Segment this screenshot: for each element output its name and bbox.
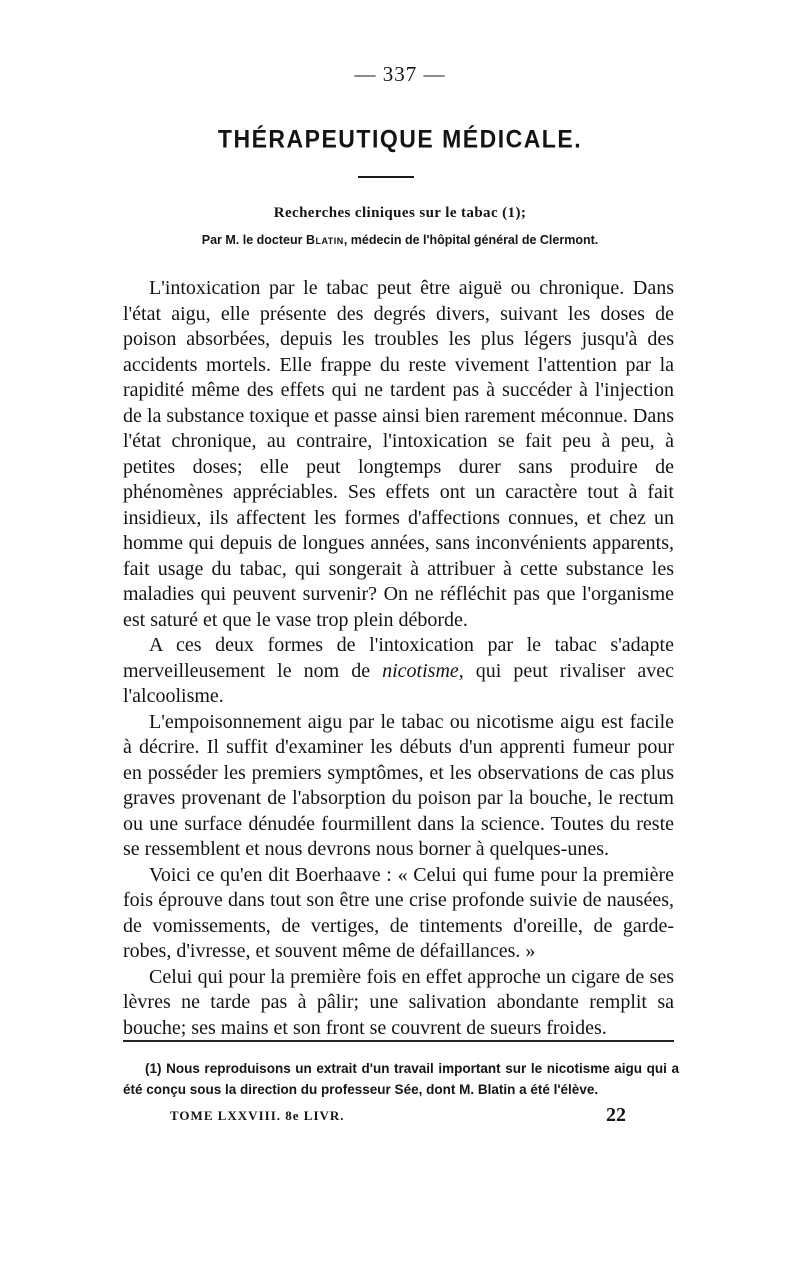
byline-prefix: Par M. le docteur	[201, 233, 306, 247]
footnote	[123, 1058, 679, 1100]
paragraph-1: L'intoxication par le tabac peut être aiguë ou chronique. Dans l'état aigu, elle présente des degrés divers, suivant les doses de poison absorbées, depuis les troubles les plus légers jusqu'à des accidents mortels. Elle frappe du reste vivement l'attention par la rapidité même des effets qui ne tardent pas à succéder à l'injection de la substance toxique et passe ainsi bien rarement méconnue. Dans l'état chronique, au contraire, l'intoxication se fait peu à peu, à petites doses; elle peut longtemps durer sans produire de phénomènes appréciables. Ses effets ont un caractère tout à fait insidieux, ils affectent les formes d'affections connues, et chez un homme qui depuis de longues années, sans inconvénients apparents, fait usage du tabac, qui songerait à attribuer à cette substance les maladies qui peuvent survenir? On ne réfléchit pas que l'organisme est saturé et que le vase trop plein déborde.	[123, 277, 674, 631]
byline-author: Blatin	[305, 233, 344, 247]
page-number: — 337 —	[354, 62, 446, 86]
section-title: THÉRAPEUTIQUE MÉDICALE.	[217, 124, 583, 153]
footnote-text: (1) Nous reproduisons un extrait d'un travail important sur le nicotisme aigu qui a été conçu sous la direction du professeur Sée, dont M. Blatin a été l'élève.	[123, 1061, 679, 1097]
byline-suffix: , médecin de l'hôpital général de Clermont.	[343, 233, 599, 247]
footnote-divider	[123, 1040, 674, 1042]
nicotisme-text-after: , qui peut rivaliser avec l'alcoolisme.	[123, 659, 674, 707]
article-heading: Recherches cliniques sur le tabac (1);	[273, 205, 527, 221]
title-divider	[358, 176, 414, 178]
paragraph-2: L'empoisonnement aigu par le tabac ou nicotisme aigu est facile à décrire. Il suffit d'examiner les débuts d'un apprenti fumeur pour en posséder les premiers symptômes, et les observations de cas plus graves provenant de l'absorption du poison par la bouche, le rectum ou une surface dénudée fourmillent dans la science. Toutes du reste se ressemblent et nous devrons nous borner à quelques-unes.	[123, 710, 674, 860]
article-body	[123, 276, 674, 1041]
nicotisme-term: nicotisme	[382, 659, 459, 682]
printer-signature	[170, 1104, 626, 1126]
signature-volume: TOME LXXVIII. 8e LIVR.	[170, 1108, 345, 1123]
paragraph-3: Voici ce qu'en dit Boerhaave : « Celui qui fume pour la première fois éprouve dans tout son être une crise profonde suivie de nausées, de vomissements, de vertiges, de tintements d'oreille, de garde-robes, d'ivresse, et souvent même de défaillances. »	[123, 863, 674, 962]
paragraph-4: Celui qui pour la première fois en effet approche un cigare de ses lèvres ne tarde pas à pâlir; une salivation abondante remplit sa bouche; ses mains et son front se couvrent de sueurs froides.	[123, 965, 674, 1039]
paragraph-nicotisme	[123, 633, 674, 710]
signature-sheet-number: 22	[606, 1104, 626, 1126]
nicotisme-text-before: A ces deux formes de l'intoxication par le tabac s'adapte merveilleusement le nom de	[123, 634, 674, 682]
article-byline	[0, 233, 800, 247]
